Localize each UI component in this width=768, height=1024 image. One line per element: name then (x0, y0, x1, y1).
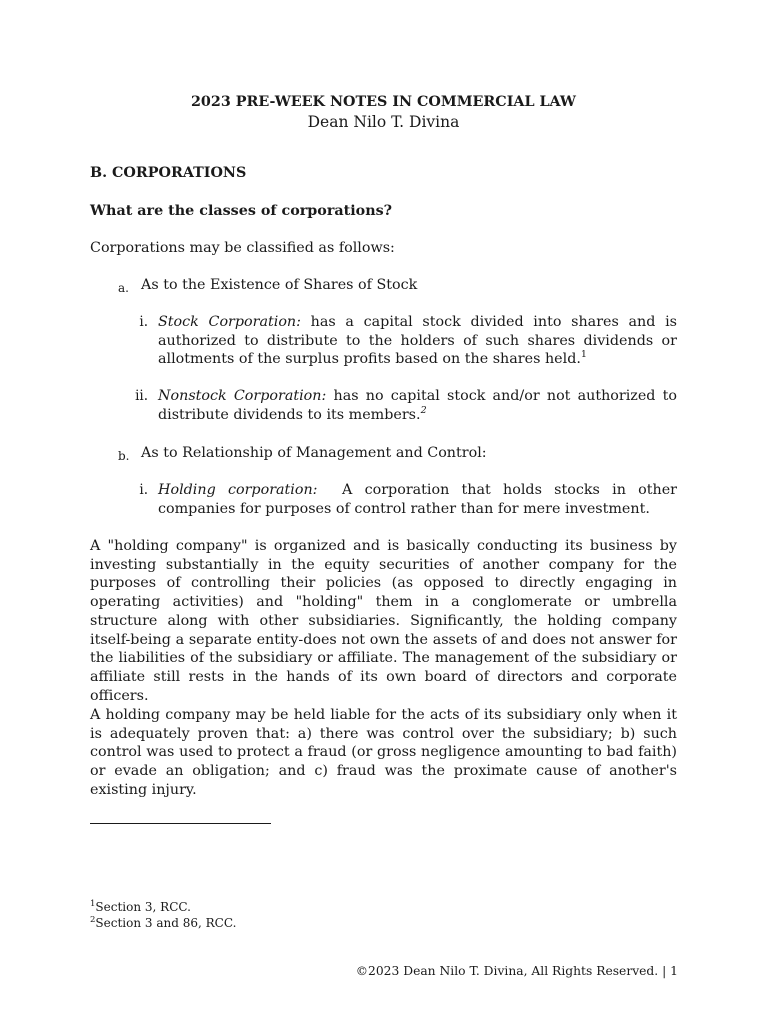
section-question: What are the classes of corporations? (90, 203, 393, 219)
list-marker: a. (118, 281, 129, 295)
sub-list-marker: i. (139, 314, 148, 330)
term-definition: has no capital stock and/or not authorized to distribute dividends to its members. (158, 388, 677, 423)
list-heading: As to the Existence of Shares of Stock (141, 277, 418, 293)
footnote (90, 900, 191, 914)
list-marker: b. (118, 449, 130, 463)
document-title: 2023 PRE-WEEK NOTES IN COMMERCIAL LAW (190, 94, 576, 110)
footnote-reference: 2 (420, 404, 427, 416)
footnote-mark: 1 (90, 899, 96, 909)
document-page (90, 0, 682, 1024)
footnote (90, 916, 236, 930)
footnote-reference: 1 (580, 349, 587, 361)
section-intro: Corporations may be classified as follows: (90, 240, 395, 256)
page-footer: ©2023 Dean Nilo T. Divina, All Rights Reserved. | 1 (355, 964, 678, 978)
section-heading: B. CORPORATIONS (90, 165, 247, 181)
list-heading: As to Relationship of Management and Control: (141, 445, 487, 461)
sub-list-text (158, 387, 677, 424)
document-author: Dean Nilo T. Divina (307, 113, 460, 131)
term-definition: has a capital stock divided into shares and is authorized to distribute to the holders of such shares dividends or allotments of the surplus profits based on the shares held. (158, 314, 678, 368)
sub-list-text (158, 481, 682, 518)
footnote-mark: 2 (90, 915, 96, 925)
term-definition: A corporation that holds stocks in other companies for purposes of control rather than for mere investment. (158, 482, 682, 517)
footnote-divider (90, 823, 271, 824)
term-label: Holding corporation: (158, 482, 318, 498)
sub-list-marker: i. (139, 482, 148, 498)
footnote-text: Section 3, RCC. (95, 900, 191, 914)
footnote-text: Section 3 and 86, RCC. (95, 916, 237, 930)
sub-list-text (158, 313, 677, 369)
body-paragraph: A holding company may be held liable for the acts of its subsidiary only when it is adequately proven that: a) there was control over the subsidiary; b) such control was used to protect a fraud (or gross negligence amounting to bad faith) or evade an obligation; and c) fraud was the proximate cause of another's existing injury. (90, 707, 677, 798)
body-paragraph: A "holding company" is organized and is basically conducting its business by investing substantially in the equity securities of another company for the purposes of controlling their policies (as opposed to directly engaging in operating activities) and "holding" them in a conglomerate or umbrella structure along with other subsidiaries. Significantly, the holding company itself-being a separate entity-does not own the assets of and does not answer for the liabilities of the subsidiary or affiliate. The management of the subsidiary or affiliate still rests in the hands of its own board of directors and corporate officers. (90, 538, 677, 704)
sub-list-marker: ii. (135, 388, 148, 404)
term-label: Nonstock Corporation: (158, 388, 327, 404)
term-label: Stock Corporation: (158, 314, 301, 330)
